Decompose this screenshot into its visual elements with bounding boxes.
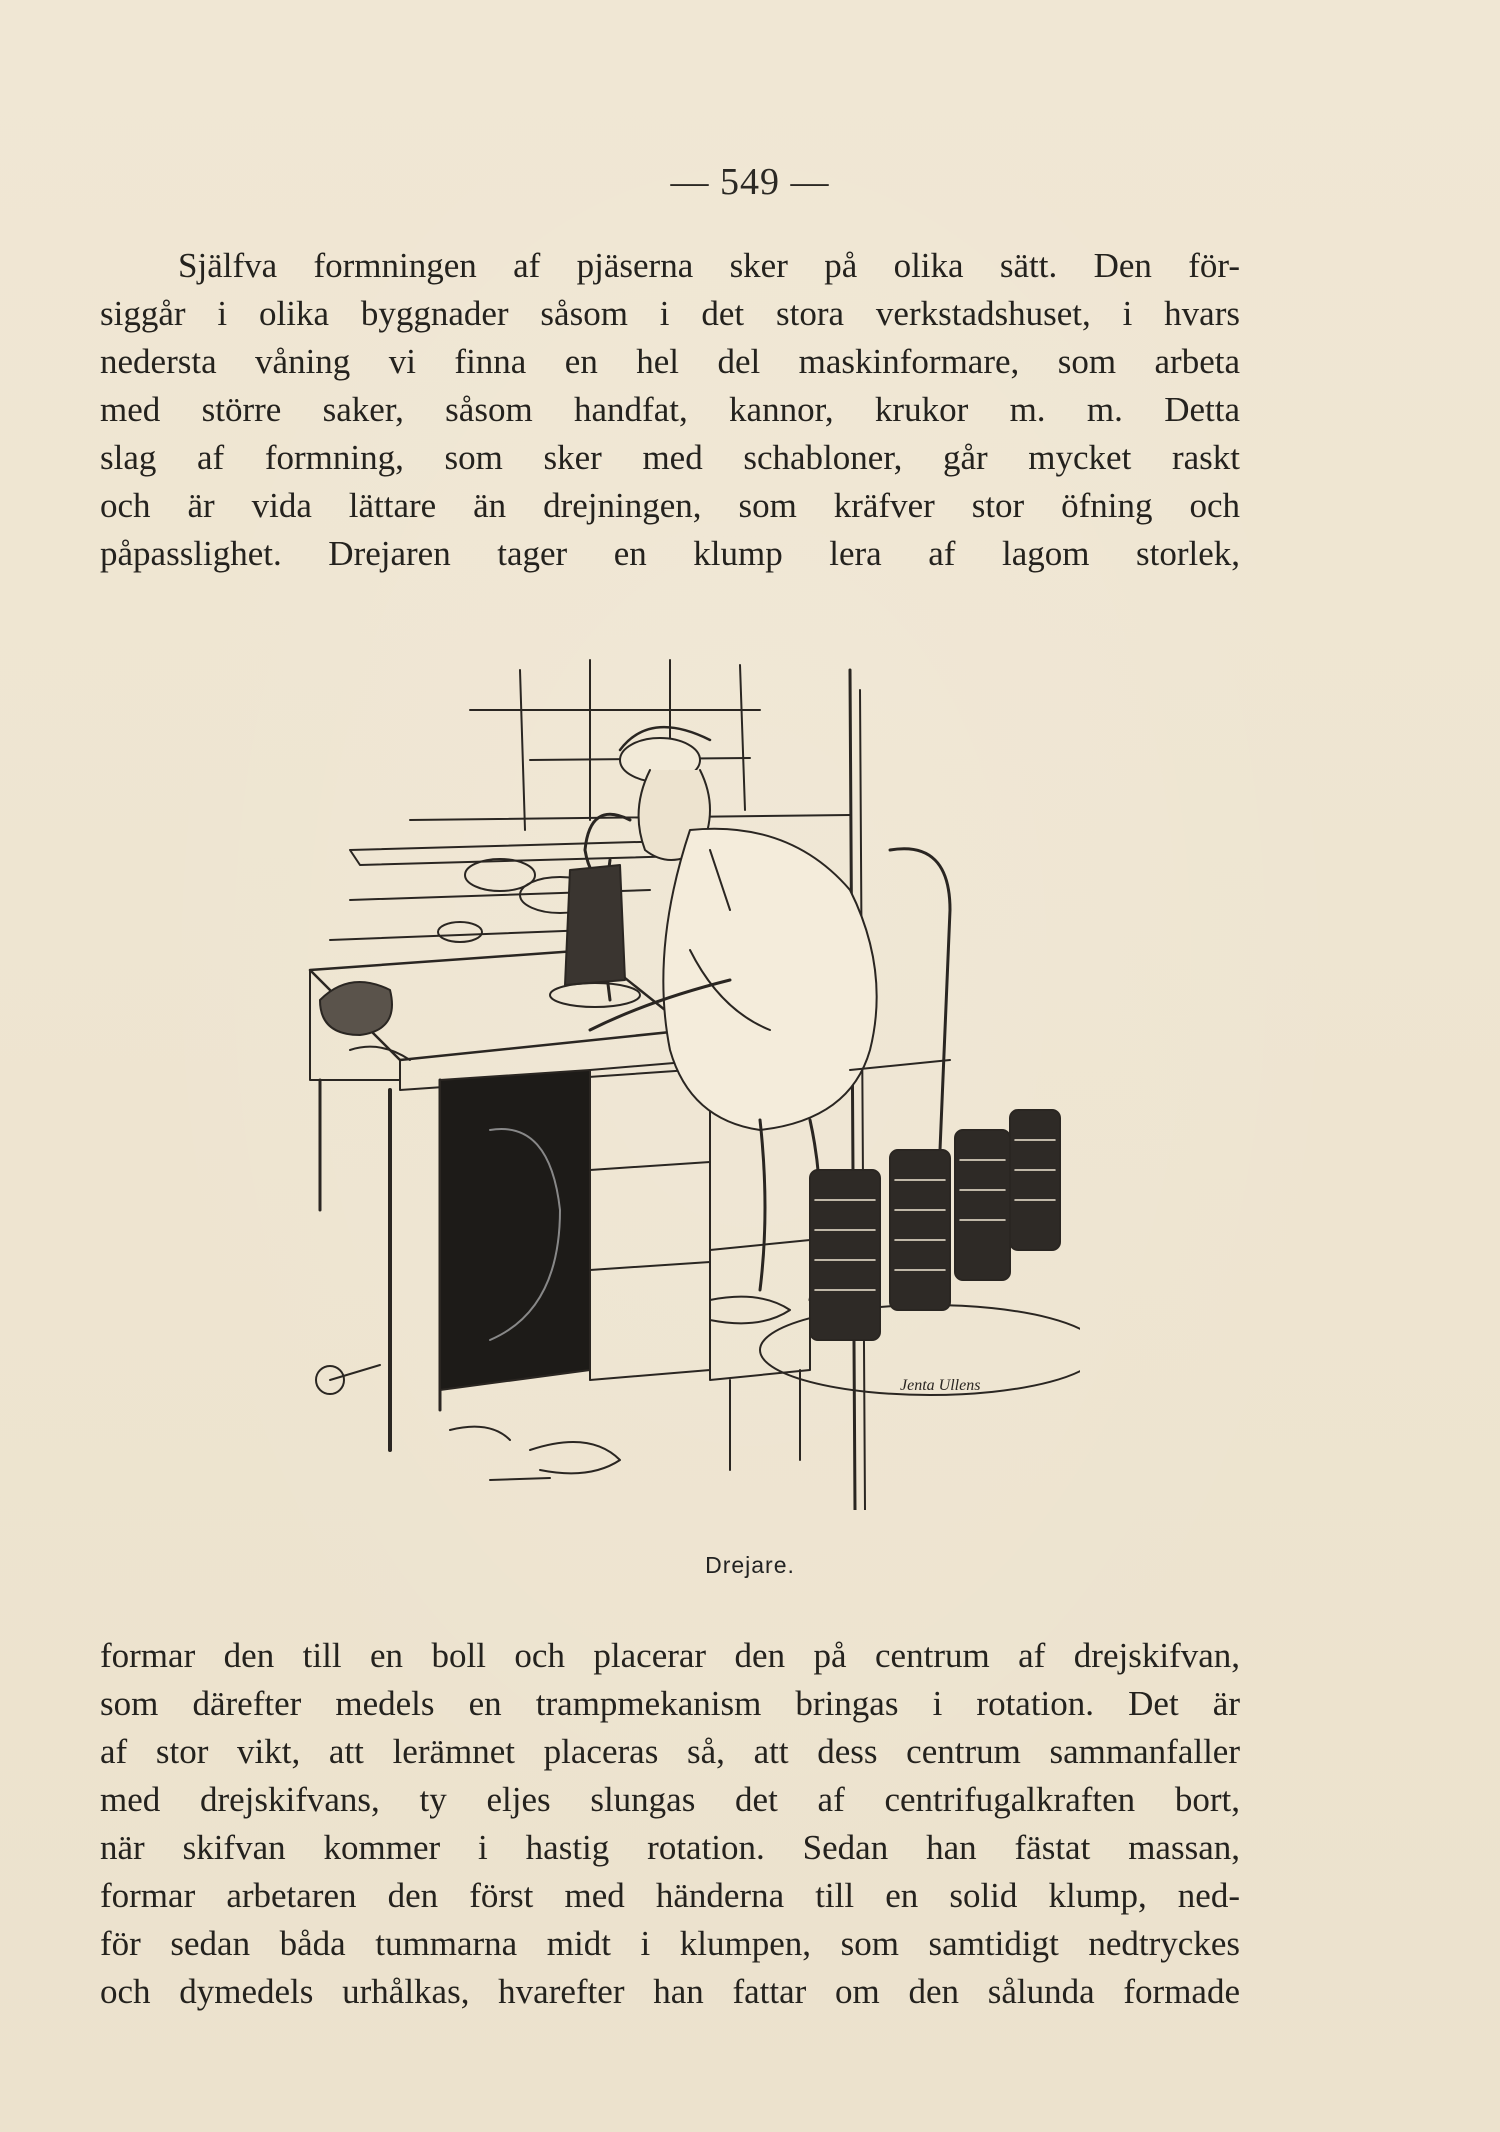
paragraph-bottom	[100, 1632, 1240, 2016]
potter-at-wheel-illustration	[290, 650, 1080, 1510]
text-line: med större saker, såsom handfat, kannor, krukor m. m. Detta	[100, 390, 1240, 429]
text-line: siggår i olika byggnader såsom i det stora verkstadshuset, i hvars	[100, 294, 1240, 333]
illustration-caption: Drejare.	[705, 1552, 795, 1578]
text-line: påpasslighet. Drejaren tager en klump lera af lagom storlek,	[100, 534, 1240, 573]
illustration-signature: Jenta Ullens	[900, 1377, 981, 1394]
text-line: af stor vikt, att lerämnet placeras så, att dess centrum sammanfaller	[100, 1732, 1240, 1771]
text-line: formar den till en boll och placerar den på centrum af drejskifvan,	[100, 1636, 1240, 1675]
text-line: när skifvan kommer i hastig rotation. Sedan han fästat massan,	[100, 1828, 1240, 1867]
text-line: formar arbetaren den först med händerna till en solid klump, ned-	[100, 1876, 1240, 1915]
text-line: nedersta våning vi finna en hel del maskinformare, som arbeta	[100, 342, 1240, 381]
text-line: som därefter medels en trampmekanism bringas i rotation. Det är	[100, 1684, 1240, 1723]
text-line: och dymedels urhålkas, hvarefter han fattar om den sålunda formade	[100, 1972, 1240, 2011]
text-line: för sedan båda tummarna midt i klumpen, som samtidigt nedtryckes	[100, 1924, 1240, 1963]
text-line: med drejskifvans, ty eljes slungas det af centrifugalkraften bort,	[100, 1780, 1240, 1819]
page-number: — 549 —	[670, 161, 830, 203]
text-line: och är vida lättare än drejningen, som kräfver stor öfning och	[100, 486, 1240, 525]
paragraph-top	[100, 242, 1240, 578]
text-line: slag af formning, som sker med schabloner, går mycket raskt	[100, 438, 1240, 477]
text-line: Själfva formningen af pjäserna sker på olika sätt. Den för-	[178, 246, 1240, 285]
